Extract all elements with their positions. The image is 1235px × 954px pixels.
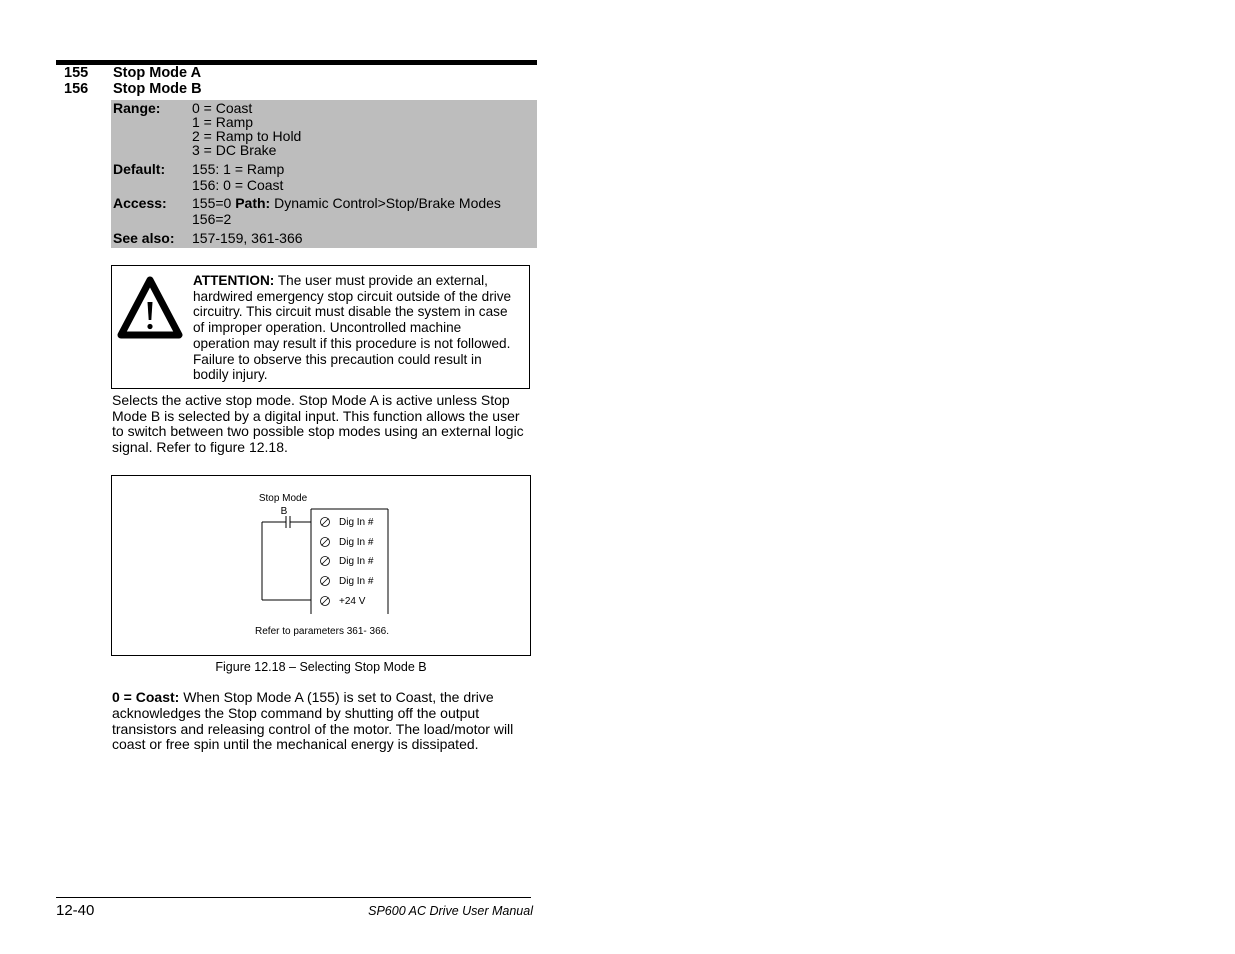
access-value-155: 155=0	[192, 195, 232, 211]
coast-paragraph	[112, 690, 532, 753]
param-number-155: 155	[64, 65, 89, 81]
coast-heading: 0 = Coast:	[112, 689, 180, 705]
access-path: Dynamic Control>Stop/Brake Modes	[274, 195, 501, 211]
terminal-screw	[321, 518, 330, 527]
terminal-label-dig-in-4: Dig In #	[339, 576, 374, 587]
description-paragraph: Selects the active stop mode. Stop Mode A is active unless Stop Mode B is selected by a digital input. This function allows the user to switch between two possible stop modes using an external logic signal. Refer to figure 12.18.	[112, 392, 524, 456]
param-number-156: 156	[64, 81, 89, 97]
figure-caption: Figure 12.18 – Selecting Stop Mode B	[215, 660, 427, 674]
terminal-screw	[321, 577, 330, 586]
attention-body: The user must provide an external, hardwired emergency stop circuit outside of the drive circuitry. This circuit must disable the system in case of improper operation. Uncontrolled machine operation may result if this procedure is not followed. Failure to observe this precaution could result in bodily injury.	[193, 273, 512, 383]
range-value-2: 2 = Ramp to Hold	[192, 128, 302, 144]
range-value-1: 1 = Ramp	[192, 114, 254, 130]
access-path-label: Path:	[235, 195, 271, 211]
terminal-screw	[321, 597, 330, 606]
terminal-screw	[321, 557, 330, 566]
default-label: Default:	[113, 161, 166, 177]
param-table	[111, 100, 537, 248]
range-value-3: 3 = DC Brake	[192, 142, 277, 158]
range-label: Range:	[113, 100, 161, 116]
access-value-156: 156=2	[192, 211, 232, 227]
coast-body: When Stop Mode A (155) is set to Coast, the drive acknowledges the Stop command by shutting off the output transistors and releasing control of the motor. The load/motor will coast or free spin until the mechanical energy is dissipated.	[112, 689, 514, 753]
default-value-156: 156: 0 = Coast	[192, 177, 284, 193]
footer-rule	[56, 897, 531, 898]
default-value-155: 155: 1 = Ramp	[192, 161, 285, 177]
terminal-label-dig-in-2: Dig In #	[339, 537, 374, 548]
param-title-stop-mode-b: Stop Mode B	[113, 81, 202, 97]
switch-label-b: B	[280, 506, 288, 517]
attention-heading: ATTENTION:	[193, 273, 275, 288]
warning-triangle-icon	[115, 272, 185, 344]
manual-title: SP600 AC Drive User Manual	[368, 904, 533, 918]
attention-text	[193, 273, 513, 383]
terminal-screw	[321, 538, 330, 547]
switch-label-stop-mode: Stop Mode	[258, 493, 308, 504]
stop-mode-wiring-diagram	[112, 476, 528, 653]
param-title-stop-mode-a: Stop Mode A	[113, 65, 202, 81]
terminal-label-dig-in-1: Dig In #	[339, 517, 374, 528]
terminal-label-24v: +24 V	[339, 596, 366, 607]
page-number: 12-40	[56, 902, 95, 919]
range-value-0: 0 = Coast	[192, 100, 253, 116]
access-label: Access:	[113, 195, 167, 211]
access-row	[192, 196, 501, 210]
see-also-value: 157-159, 361-366	[192, 230, 303, 246]
see-also-label: See also:	[113, 230, 175, 246]
figure-note: Refer to parameters 361- 366.	[255, 626, 389, 637]
terminal-label-dig-in-3: Dig In #	[339, 556, 374, 567]
